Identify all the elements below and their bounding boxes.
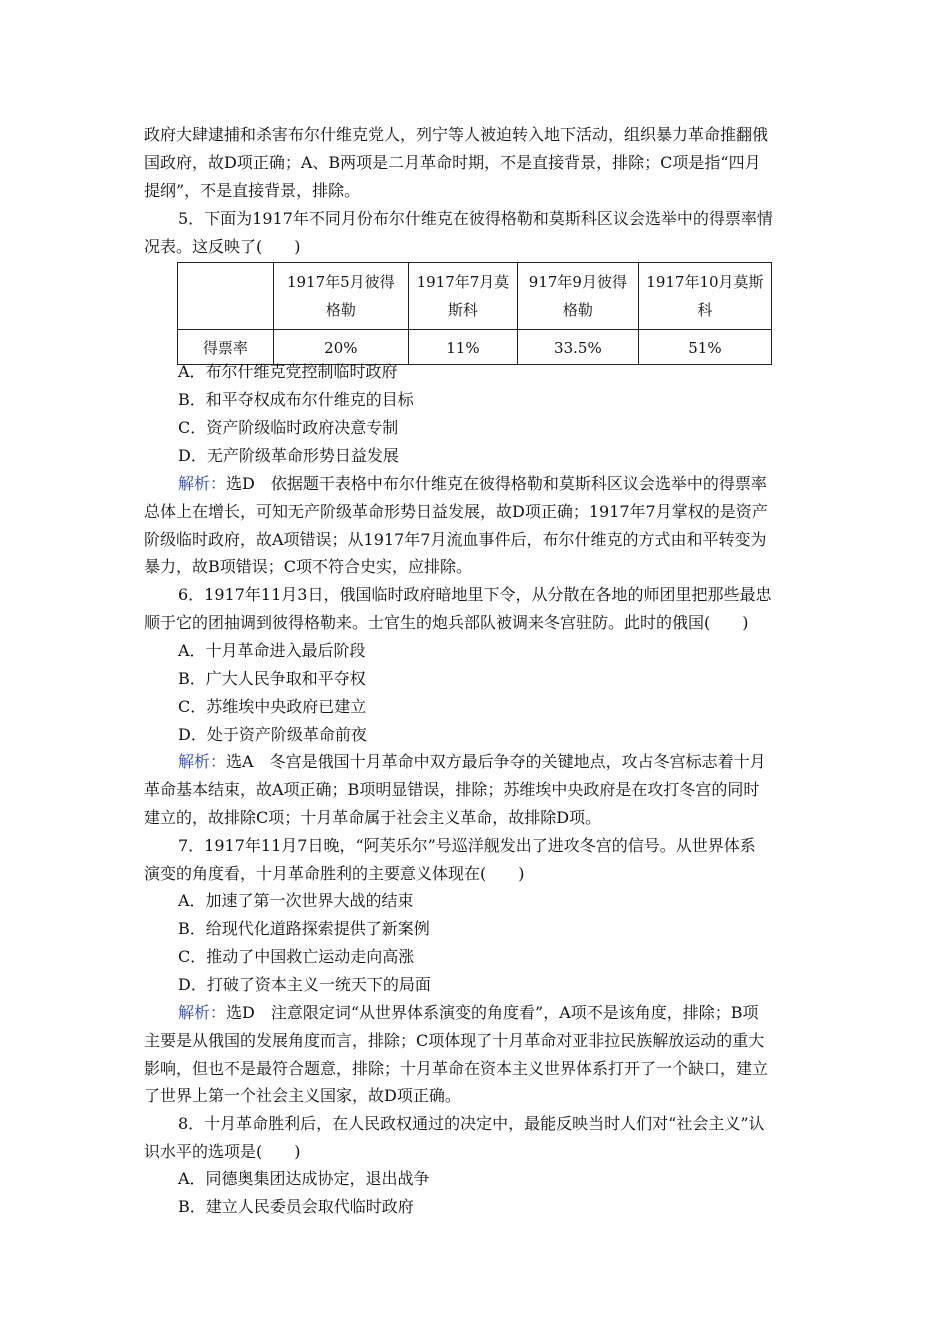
text-line: 7．1917年11月7日晚，“阿芙乐尔”号巡洋舰发出了进攻冬宫的信号。从世界体系 [178,836,756,855]
analysis-first-line [144,999,808,1027]
analysis-label: 解析： [178,1003,227,1022]
text-line: 暴力，故B项错误；C项不符合史实，应排除。 [144,557,473,577]
q6-option-d: D．处于资产阶级革命前夜 [178,725,367,744]
q7-option-b: B．给现代化道路探索提供了新案例 [178,919,430,938]
q6-option-b: B．广大人民争取和平夺权 [178,669,366,688]
q5-option-c: C．资产阶级临时政府决意专制 [178,418,399,437]
question-5-stem [144,205,808,261]
table-row-label: 得票率 [178,330,274,365]
question-7-stem [144,832,808,888]
text-line: 提纲”，不是直接背景，排除。 [144,180,361,200]
table-header-cell: 917年9月彼得格勒 [517,263,638,330]
text-line: 况表。这反映了( ) [144,236,301,256]
table-header-cell: 1917年5月彼得格勒 [273,263,408,330]
question-6-stem [144,581,808,637]
text-line: 总体上在增长，可知无产阶级革命形势日益发展，故D项正确；1917年7月掌权的是资产 [144,501,768,521]
table-cell: 51% [638,330,771,365]
text-line: 6．1917年11月3日，俄国临时政府暗地里下令，从分散在各地的师团里把那些最忠 [178,585,772,604]
table-header-cell [178,263,274,330]
table-header-cell: 1917年7月莫斯科 [408,263,517,330]
q6-option-c: C．苏维埃中央政府已建立 [178,697,367,716]
q7-analysis [144,999,808,1110]
table-cell: 11% [408,330,517,365]
text-line: 影响，但也不是最符合题意，排除；十月革命在资本主义世界体系打开了一个缺口，建立 [144,1058,769,1078]
q8-option-a: A．同德奥集团达成协定，退出战争 [178,1169,430,1188]
analysis-text: 选D 依据题干表格中布尔什维克在彼得格勒和莫斯科区议会选举中的得票率 [226,474,767,493]
table-header-cell: 1917年10月莫斯科 [638,263,771,330]
text-line: 顺于它的团抽调到彼得格勒来。士官生的炮兵部队被调来冬宫驻防。此时的俄国( ) [144,612,749,632]
analysis-first-line [144,748,808,776]
analysis-text: 选D 注意限定词“从世界体系演变的角度看”，A项不是该角度，排除；B项 [226,1003,759,1022]
text-line: 演变的角度看，十月革命胜利的主要意义体现在( ) [144,863,525,883]
analysis-label: 解析： [178,474,227,493]
q6-analysis [144,748,808,831]
table-cell: 20% [273,330,408,365]
text-line: 8．十月革命胜利后，在人民政权通过的决定中，最能反映当时人们对“社会主义”认 [178,1114,765,1133]
text-line: 了世界上第一个社会主义国家，故D项正确。 [144,1086,461,1106]
table-header-row [178,263,772,330]
analysis-label: 解析： [178,752,227,771]
q6-option-a: A．十月革命进入最后阶段 [178,641,366,660]
q5-analysis [144,470,808,581]
text-line: 5．下面为1917年不同月份布尔什维克在彼得格勒和莫斯科区议会选举中的得票率情 [178,209,773,228]
question-8-stem [144,1110,808,1166]
q7-option-c: C．推动了中国救亡运动走向高涨 [178,947,415,966]
text-line: 政府大肆逮捕和杀害布尔什维克党人，列宁等人被迫转入地下活动，组织暴力革命推翻俄 [144,125,769,144]
q5-option-b: B．和平夺权成布尔什维克的目标 [178,390,414,409]
analysis-text: 选A 冬宫是俄国十月革命中双方最后争夺的关键地点，攻占冬宫标志着十月 [226,752,766,771]
q5-option-d: D．无产阶级革命形势日益发展 [178,446,399,465]
q7-option-d: D．打破了资本主义一统天下的局面 [178,975,431,994]
text-line: 主要是从俄国的发展角度而言，排除；C项体现了十月革命对亚非拉民族解放运动的重大 [144,1030,765,1050]
text-line: 建立的，故排除C项；十月革命属于社会主义革命，故排除D项。 [144,807,602,827]
vote-rate-table [177,262,772,365]
q5-option-a: A．布尔什维克党控制临时政府 [178,362,398,381]
q7-option-a: A．加速了第一次世界大战的结束 [178,891,414,910]
q8-option-b: B．建立人民委员会取代临时政府 [178,1197,414,1216]
text-line: 国政府，故D项正确；A、B两项是二月革命时期，不是直接背景，排除；C项是指“四月 [144,152,761,172]
text-line: 阶级临时政府，故A项错误；从1917年7月流血事件后，布尔什维克的方式由和平转变为 [144,529,767,549]
analysis-first-line [144,470,808,498]
table-cell: 33.5% [517,330,638,365]
text-line: 识水平的选项是( ) [144,1141,301,1161]
previous-analysis [144,121,808,204]
text-line: 革命基本结束，故A项正确；B项明显错误，排除；苏维埃中央政府是在攻打冬宫的同时 [144,779,760,799]
